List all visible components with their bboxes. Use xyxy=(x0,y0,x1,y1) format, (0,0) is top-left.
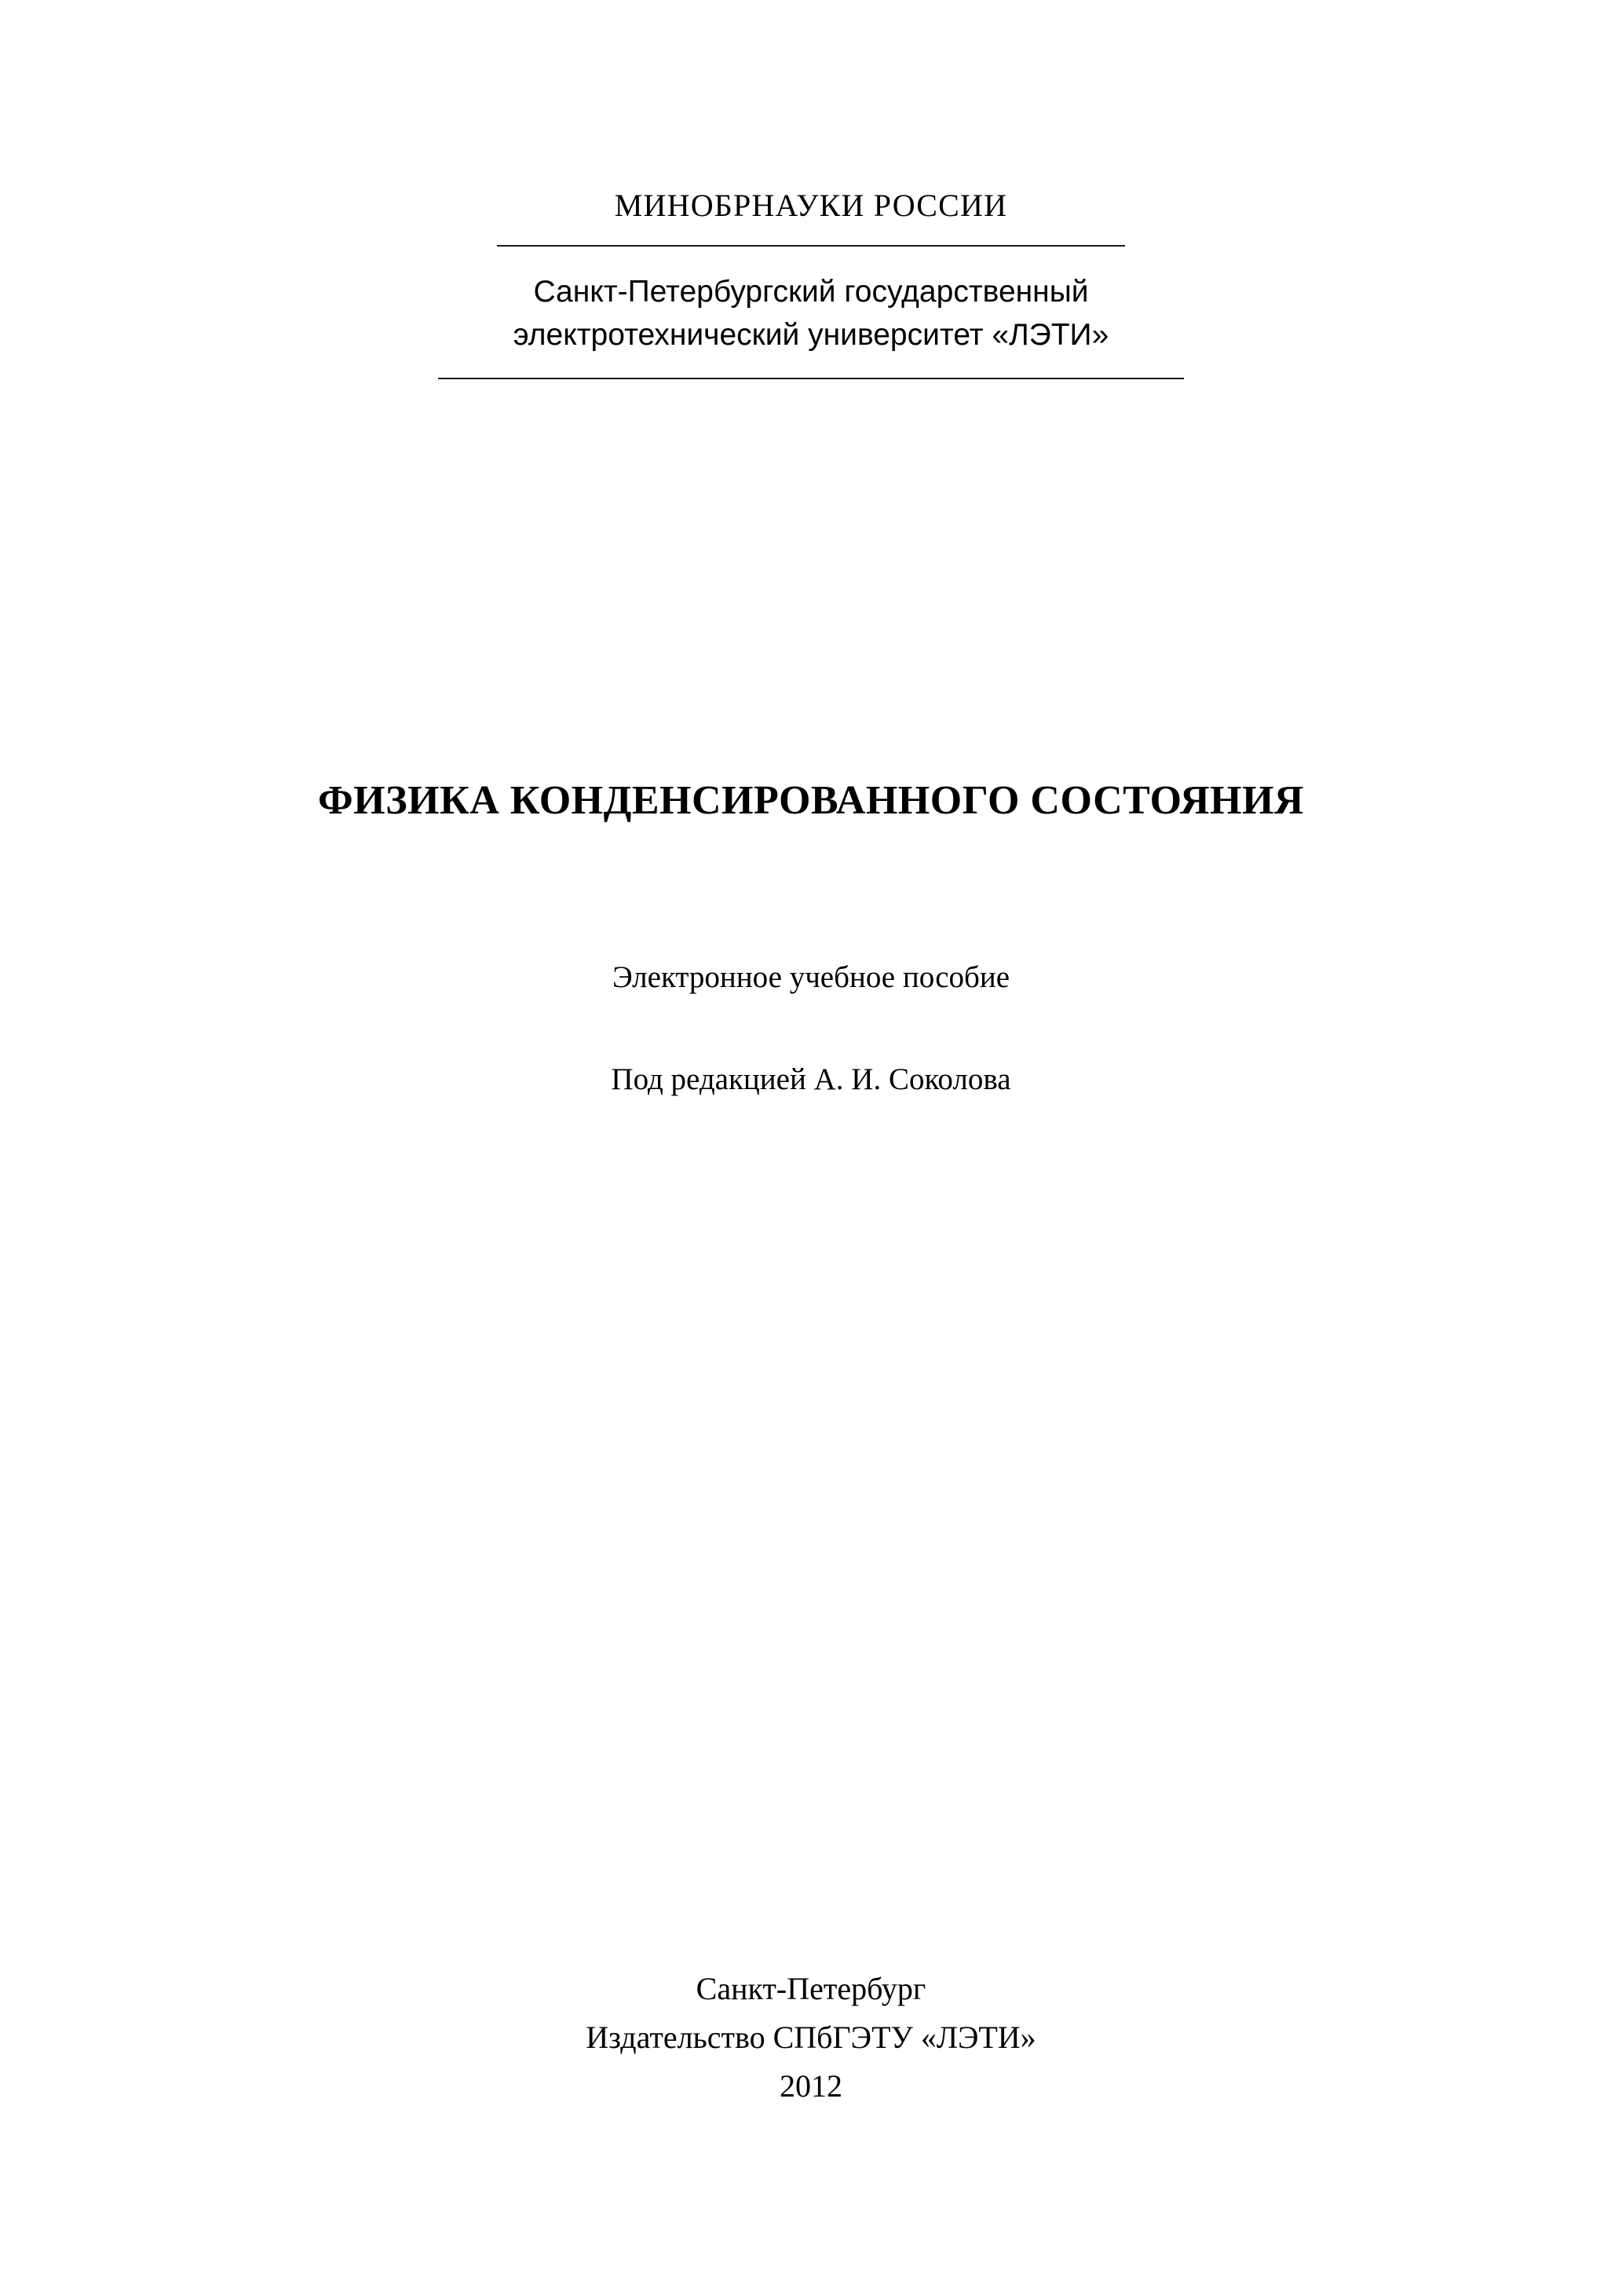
page-title: ФИЗИКА КОНДЕНСИРОВАННОГО СОСТОЯНИЯ xyxy=(318,777,1304,823)
document-subtitle: Электронное учебное пособие xyxy=(612,960,1010,994)
university-name-line-2: электротехнический университет «ЛЭТИ» xyxy=(513,318,1109,353)
imprint-publisher: Издательство СПбГЭТУ «ЛЭТИ» xyxy=(586,2020,1036,2055)
imprint-block xyxy=(0,1965,1622,2111)
university-name xyxy=(0,270,1622,357)
header-divider-bottom xyxy=(438,378,1184,379)
imprint-city: Санкт-Петербург xyxy=(696,1971,926,2006)
editor-credit: Под редакцией А. И. Соколова xyxy=(611,1062,1011,1097)
header-divider-top xyxy=(497,245,1125,247)
title-section xyxy=(0,775,1622,1100)
university-name-line-1: Санкт-Петербургский государственный xyxy=(533,275,1089,309)
ministry-name: МИНОБРНАУКИ РОССИИ xyxy=(614,188,1008,223)
imprint-year: 2012 xyxy=(780,2068,842,2104)
publisher-header xyxy=(0,187,1622,379)
